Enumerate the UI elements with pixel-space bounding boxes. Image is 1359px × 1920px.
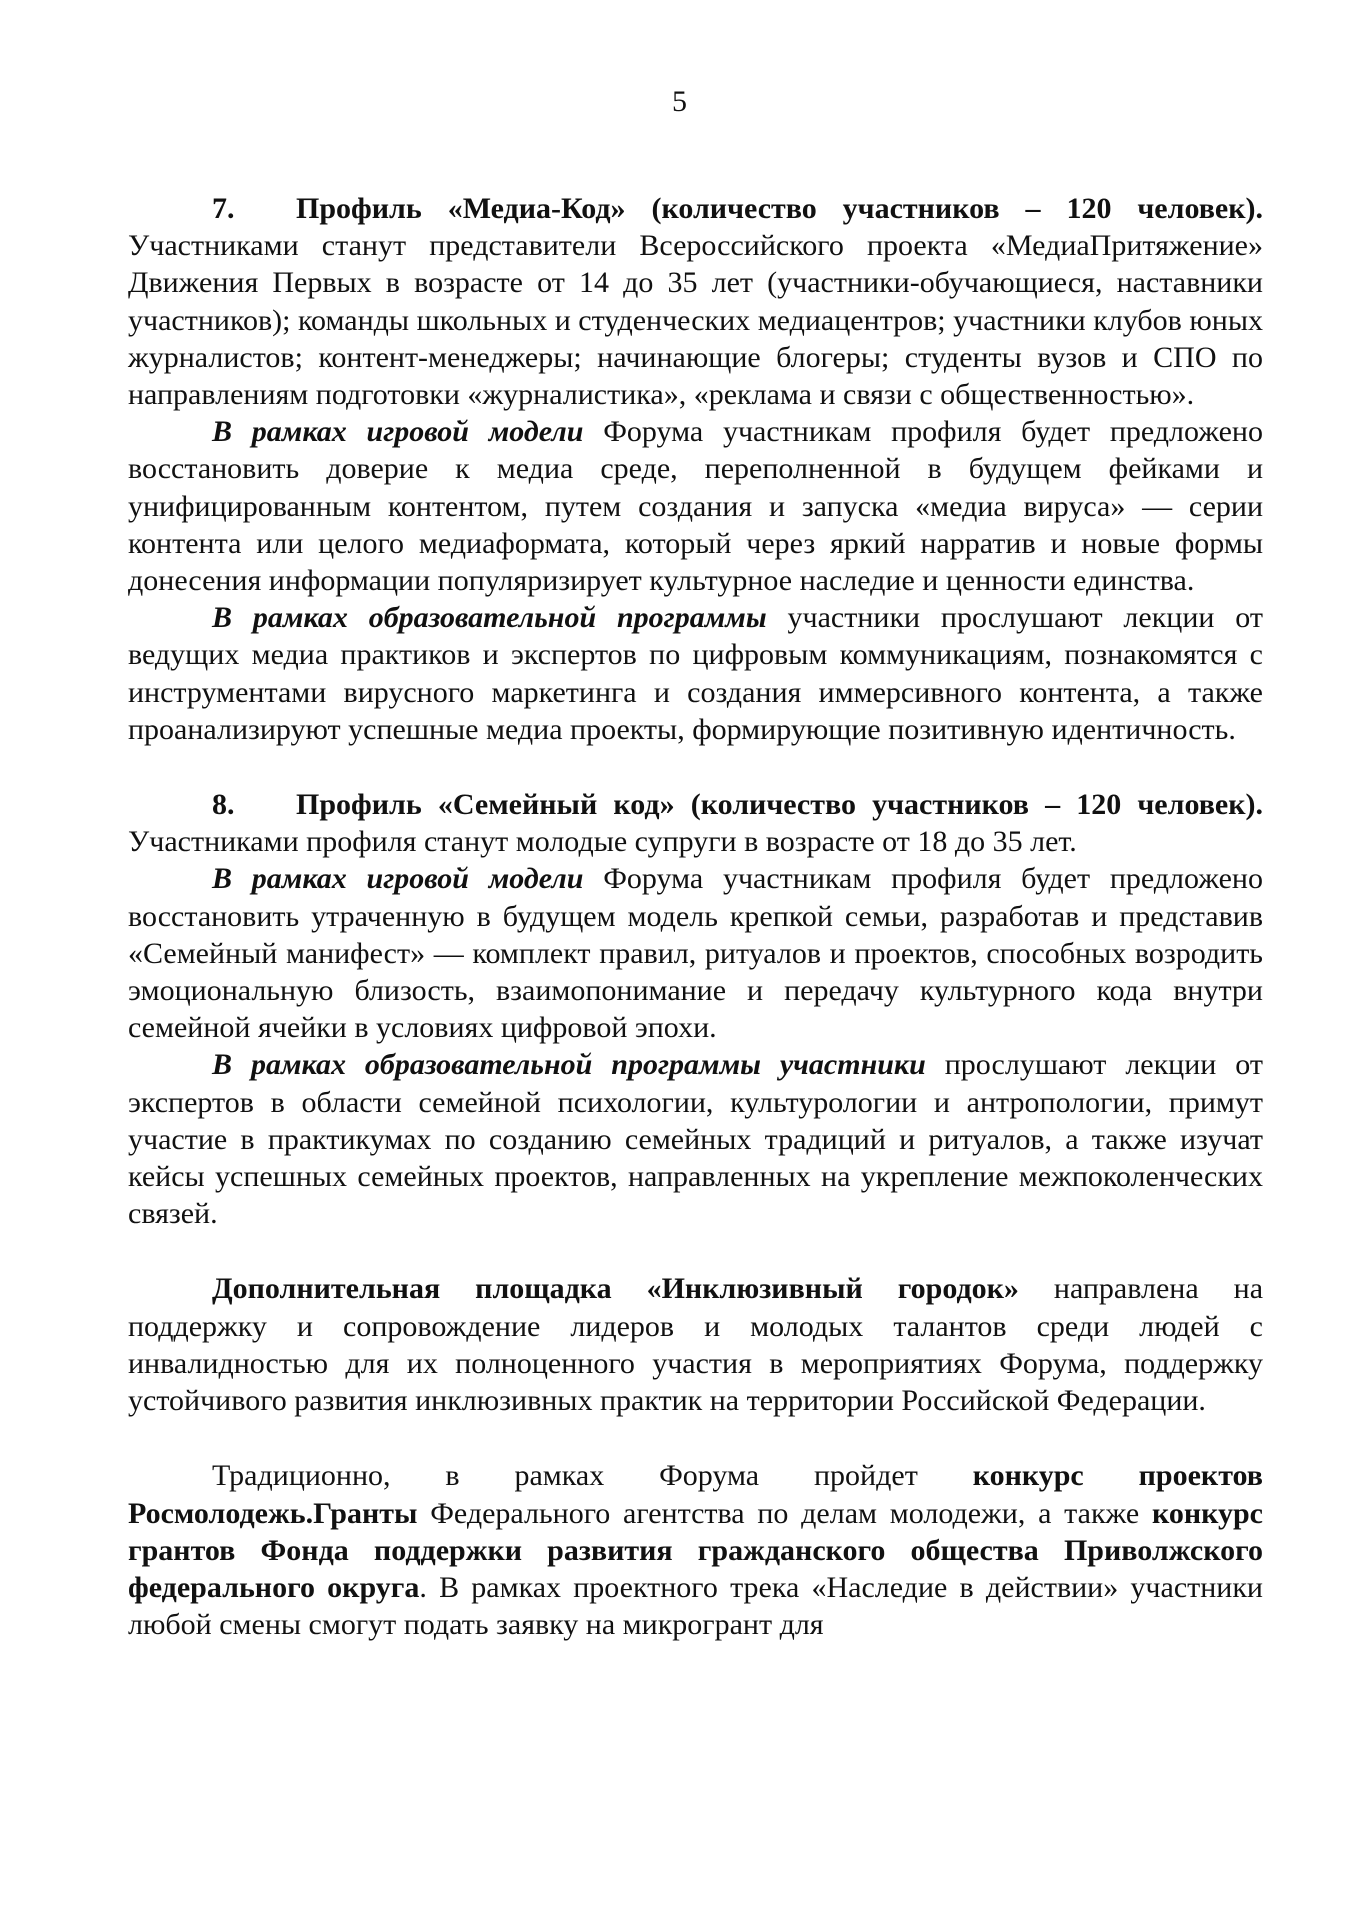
spacer <box>128 1232 1263 1270</box>
grants-text-2: Федерального агентства по делам молодежи, а также <box>417 1496 1152 1530</box>
section-7-edu-lead: В рамках образовательной программы <box>212 601 767 635</box>
section-7-game-paragraph <box>128 413 1263 599</box>
grants-paragraph <box>128 1457 1263 1643</box>
section-8-edu-paragraph <box>128 1046 1263 1232</box>
grants-text-1: Традиционно, в рамках Форума пройдет <box>212 1459 973 1493</box>
section-8-edu-lead: В рамках образовательной программы участники <box>212 1048 926 1082</box>
inclusive-paragraph <box>128 1270 1263 1419</box>
grants-bold-2: конкурс грантов Фонда поддержки развития гражданского общества Приволжского федерального округа <box>128 1496 1263 1604</box>
section-7-number: 7. <box>212 192 235 225</box>
section-7-title: Профиль «Медиа-Код» (количество участников – 120 человек). <box>296 192 1263 225</box>
grants-bold-1: конкурс проектов Росмолодежь.Гранты <box>128 1459 1263 1530</box>
section-8-number: 8. <box>212 788 235 822</box>
inclusive-lead: Дополнительная площадка «Инклюзивный городок» <box>212 1272 1019 1306</box>
section-8-game-paragraph <box>128 860 1263 1046</box>
section-8-game-text: Форума участникам профиля будет предложено восстановить утраченную в будущем модель крепкой семьи, разработав и представив «Семейный манифест» — комплект правил, ритуалов и проектов, способных возродить эмоциональную близость, взаимопонимание и передачу культурного кода внутри семейной ячейки в условиях цифровой эпохи. <box>128 862 1263 1045</box>
section-8-intro: Участниками профиля станут молодые супруги в возрасте от 18 до 35 лет. <box>128 825 1077 859</box>
section-8-game-lead: В рамках игровой модели <box>212 862 584 896</box>
section-8-heading <box>128 786 1263 860</box>
page-number: 5 <box>672 85 687 118</box>
section-7-edu-paragraph <box>128 599 1263 748</box>
grants-text-3: . В рамках проектного трека «Наследие в действии» участники любой смены смогут подать заявку на микрогрант для <box>128 1570 1263 1642</box>
section-8-title: Профиль «Семейный код» (количество участников – 120 человек). <box>296 788 1263 822</box>
section-8-edu-text: прослушают лекции от экспертов в области семейной психологии, культурологии и антропологии, примут участие в практикумах по созданию семейных традиций и ритуалов, а также изучат кейсы успешных семейных проектов, направленных на укрепление межпоколенческих связей. <box>128 1048 1263 1231</box>
section-7-edu-text: участники прослушают лекции от ведущих медиа практиков и экспертов по цифровым коммуникациям, познакомятся с инструментами вирусного маркетинга и создания иммерсивного контента, а также проанализируют успешные медиа проекты, формирующие позитивную идентичность. <box>128 601 1263 746</box>
document-body <box>128 190 1263 1643</box>
inclusive-text: направлена на поддержку и сопровождение лидеров и молодых талантов среди людей с инвалидностью для их полноценного участия в мероприятиях Форума, поддержку устойчивого развития инклюзивных практик на территории Российской Федерации. <box>128 1272 1264 1418</box>
spacer <box>128 1419 1263 1457</box>
section-7-game-lead: В рамках игровой модели <box>212 415 584 449</box>
section-7-intro: Участниками станут представители Всероссийского проекта «МедиаПритяжение» Движения Первых в возрасте от 14 до 35 лет (участники-обучающиеся, наставники участников); команды школьных и студенческих медиацентров; участники клубов юных журналистов; контент-менеджеры; начинающие блогеры; студенты вузов и СПО по направлениям подготовки «журналистика», «реклама и связи с общественностью». <box>128 229 1263 412</box>
section-7-game-text: Форума участникам профиля будет предложено восстановить доверие к медиа среде, переполненной в будущем фейками и унифицированным контентом, путем создания и запуска «медиа вируса» — серии контента или целого медиаформата, который через яркий нарратив и новые формы донесения информации популяризирует культурное наследие и ценности единства. <box>128 415 1263 598</box>
section-7-heading <box>128 190 1263 413</box>
spacer <box>128 748 1263 786</box>
